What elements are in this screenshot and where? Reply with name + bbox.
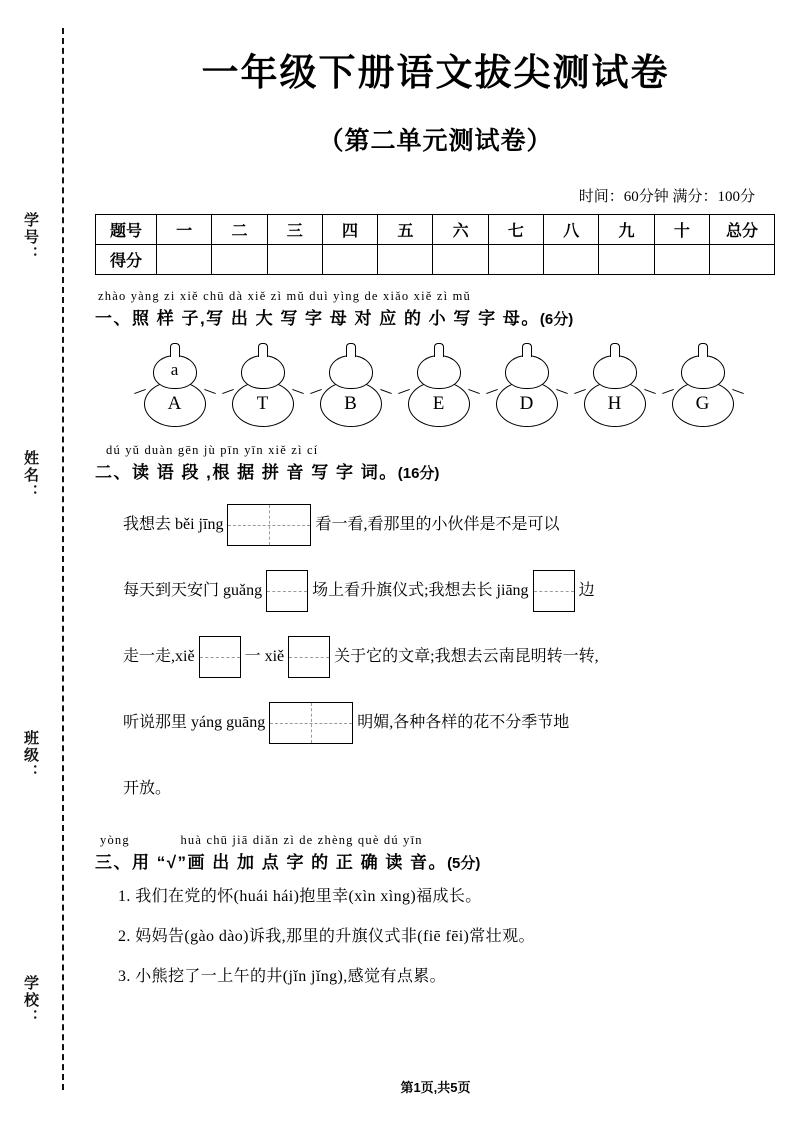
q2-text: 看一看,看那里的小伙伴是不是可以 bbox=[315, 516, 560, 533]
score-col-5: 五 bbox=[378, 215, 433, 245]
q2-line bbox=[123, 627, 773, 687]
q2-heading-text: 二、读 语 段 ,根 据 拼 音 写 字 词。 bbox=[95, 463, 398, 482]
score-col-10: 十 bbox=[654, 215, 709, 245]
snowman-hat-icon bbox=[258, 343, 268, 357]
q3-points: (5分) bbox=[447, 855, 481, 872]
score-cell-9[interactable] bbox=[599, 245, 654, 275]
page-title: 一年级下册语文拔尖测试卷 bbox=[201, 52, 670, 93]
score-table-row-label-number: 题号 bbox=[96, 215, 157, 245]
q2-line bbox=[123, 561, 773, 621]
q2-text: 我想去 běi jīng bbox=[123, 516, 224, 533]
score-col-4: 四 bbox=[322, 215, 377, 245]
q2-line bbox=[123, 693, 773, 753]
q3-items bbox=[78, 883, 793, 986]
page-subtitle: （第二单元测试卷） bbox=[318, 127, 553, 155]
q1-snowman-row bbox=[78, 343, 793, 429]
snowman-item[interactable] bbox=[578, 343, 652, 429]
snowman-head-icon bbox=[681, 355, 725, 389]
score-cell-3[interactable] bbox=[267, 245, 322, 275]
score-table bbox=[95, 214, 775, 275]
snowman-item[interactable] bbox=[490, 343, 564, 429]
snowman-item[interactable] bbox=[226, 343, 300, 429]
snowman-item[interactable] bbox=[402, 343, 476, 429]
q2-points: (16分) bbox=[397, 465, 440, 482]
list-item[interactable]: 1. 我们在党的怀(huái hái)抱里幸(xìn xìng)福成长。 bbox=[118, 888, 482, 905]
snowman-hat-icon bbox=[346, 343, 356, 357]
snowman-uppercase-letter: G bbox=[695, 393, 710, 414]
snowman-hat-icon bbox=[610, 343, 620, 357]
q2-text: 每天到天安门 guǎng bbox=[123, 582, 263, 599]
writing-box[interactable] bbox=[533, 570, 575, 612]
score-col-6: 六 bbox=[433, 215, 488, 245]
snowman-head-icon bbox=[593, 355, 637, 389]
snowman-item[interactable] bbox=[138, 343, 212, 429]
snowman-head-icon bbox=[505, 355, 549, 389]
score-cell-5[interactable] bbox=[378, 245, 433, 275]
writing-box[interactable] bbox=[227, 504, 311, 546]
q2-text: 关于它的文章;我想去云南昆明转一转, bbox=[334, 648, 599, 665]
page-footer: 第1页,共5页 bbox=[400, 1080, 471, 1095]
score-col-1: 一 bbox=[157, 215, 212, 245]
q2-text: 场上看升旗仪式;我想去长 jiāng bbox=[312, 582, 529, 599]
q3-pinyin-left: yòng bbox=[100, 833, 130, 847]
snowman-item[interactable] bbox=[314, 343, 388, 429]
q2-text: 一 xiě bbox=[244, 648, 285, 665]
snowman-uppercase-letter: D bbox=[519, 393, 534, 414]
q3-heading bbox=[78, 848, 793, 873]
writing-box[interactable] bbox=[288, 636, 330, 678]
snowman-item[interactable] bbox=[666, 343, 740, 429]
score-col-total: 总分 bbox=[710, 215, 775, 245]
snowman-head-icon bbox=[241, 355, 285, 389]
q2-line bbox=[123, 759, 773, 819]
exam-paper bbox=[78, 0, 793, 1122]
q2-text: 边 bbox=[578, 582, 595, 599]
q2-text: 明媚,各种各样的花不分季节地 bbox=[357, 714, 570, 731]
q3-heading-text: 三、用 “√”画 出 加 点 字 的 正 确 读 音。 bbox=[95, 853, 448, 872]
writing-box[interactable] bbox=[199, 636, 241, 678]
snowman-uppercase-letter: E bbox=[432, 393, 445, 414]
score-col-8: 八 bbox=[544, 215, 599, 245]
writing-box[interactable] bbox=[269, 702, 353, 744]
table-row-scores bbox=[96, 245, 775, 275]
left-margin bbox=[0, 0, 78, 1122]
snowman-hat-icon bbox=[170, 343, 180, 357]
margin-label-school: 学校： bbox=[22, 975, 39, 1026]
snowman-uppercase-letter: A bbox=[167, 393, 182, 414]
score-table-row-label-score: 得分 bbox=[96, 245, 157, 275]
score-cell-7[interactable] bbox=[488, 245, 543, 275]
q1-heading-text: 一、照 样 子,写 出 大 写 字 母 对 应 的 小 写 字 母。 bbox=[95, 309, 540, 328]
score-cell-2[interactable] bbox=[212, 245, 267, 275]
score-table-wrapper bbox=[78, 214, 793, 275]
q3-pinyin bbox=[78, 833, 793, 848]
score-cell-10[interactable] bbox=[654, 245, 709, 275]
q2-text: 走一走,xiě bbox=[123, 648, 195, 665]
score-cell-6[interactable] bbox=[433, 245, 488, 275]
q1-pinyin: zhào yàng zi xiě chū dà xiě zì mǔ duì yìng de xiǎo xiě zì mǔ bbox=[98, 289, 471, 303]
score-cell-1[interactable] bbox=[157, 245, 212, 275]
q2-heading bbox=[78, 458, 793, 483]
snowman-uppercase-letter: B bbox=[344, 393, 357, 414]
fold-dashed-line bbox=[62, 28, 64, 1090]
score-cell-total[interactable] bbox=[710, 245, 775, 275]
q2-text: 开放。 bbox=[123, 780, 172, 797]
score-col-2: 二 bbox=[212, 215, 267, 245]
snowman-head-icon bbox=[417, 355, 461, 389]
list-item[interactable]: 3. 小熊挖了一上午的井(jǐn jǐng),感觉有点累。 bbox=[118, 968, 447, 985]
snowman-lowercase-answer[interactable]: a bbox=[170, 360, 179, 379]
score-col-9: 九 bbox=[599, 215, 654, 245]
snowman-hat-icon bbox=[522, 343, 532, 357]
margin-label-name: 姓名： bbox=[22, 450, 39, 501]
snowman-head-icon bbox=[329, 355, 373, 389]
snowman-hat-icon bbox=[434, 343, 444, 357]
writing-box[interactable] bbox=[266, 570, 308, 612]
q3-pinyin-right: huà chū jiā diǎn zì de zhèng què dú yīn bbox=[180, 833, 423, 847]
snowman-uppercase-letter: H bbox=[607, 393, 622, 414]
list-item[interactable]: 2. 妈妈告(gào dào)诉我,那里的升旗仪式非(fiē fēi)常壮观。 bbox=[118, 928, 535, 945]
q2-line bbox=[123, 495, 773, 555]
q2-text: 听说那里 yáng guāng bbox=[123, 714, 266, 731]
q1-points: (6分) bbox=[539, 311, 574, 328]
score-col-3: 三 bbox=[267, 215, 322, 245]
margin-label-class: 班级： bbox=[22, 730, 39, 781]
score-col-7: 七 bbox=[488, 215, 543, 245]
score-cell-8[interactable] bbox=[544, 245, 599, 275]
time-and-total-score: 时间：60分钟 满分：100分 bbox=[578, 189, 755, 205]
score-cell-4[interactable] bbox=[322, 245, 377, 275]
q2-passage bbox=[78, 495, 793, 819]
q2-pinyin: dú yǔ duàn gēn jù pīn yīn xiě zì cí bbox=[106, 443, 319, 457]
q1-heading bbox=[78, 304, 793, 329]
margin-label-student-id: 学号： bbox=[22, 212, 39, 263]
table-row-headers bbox=[96, 215, 775, 245]
snowman-uppercase-letter: T bbox=[256, 393, 269, 414]
snowman-hat-icon bbox=[698, 343, 708, 357]
